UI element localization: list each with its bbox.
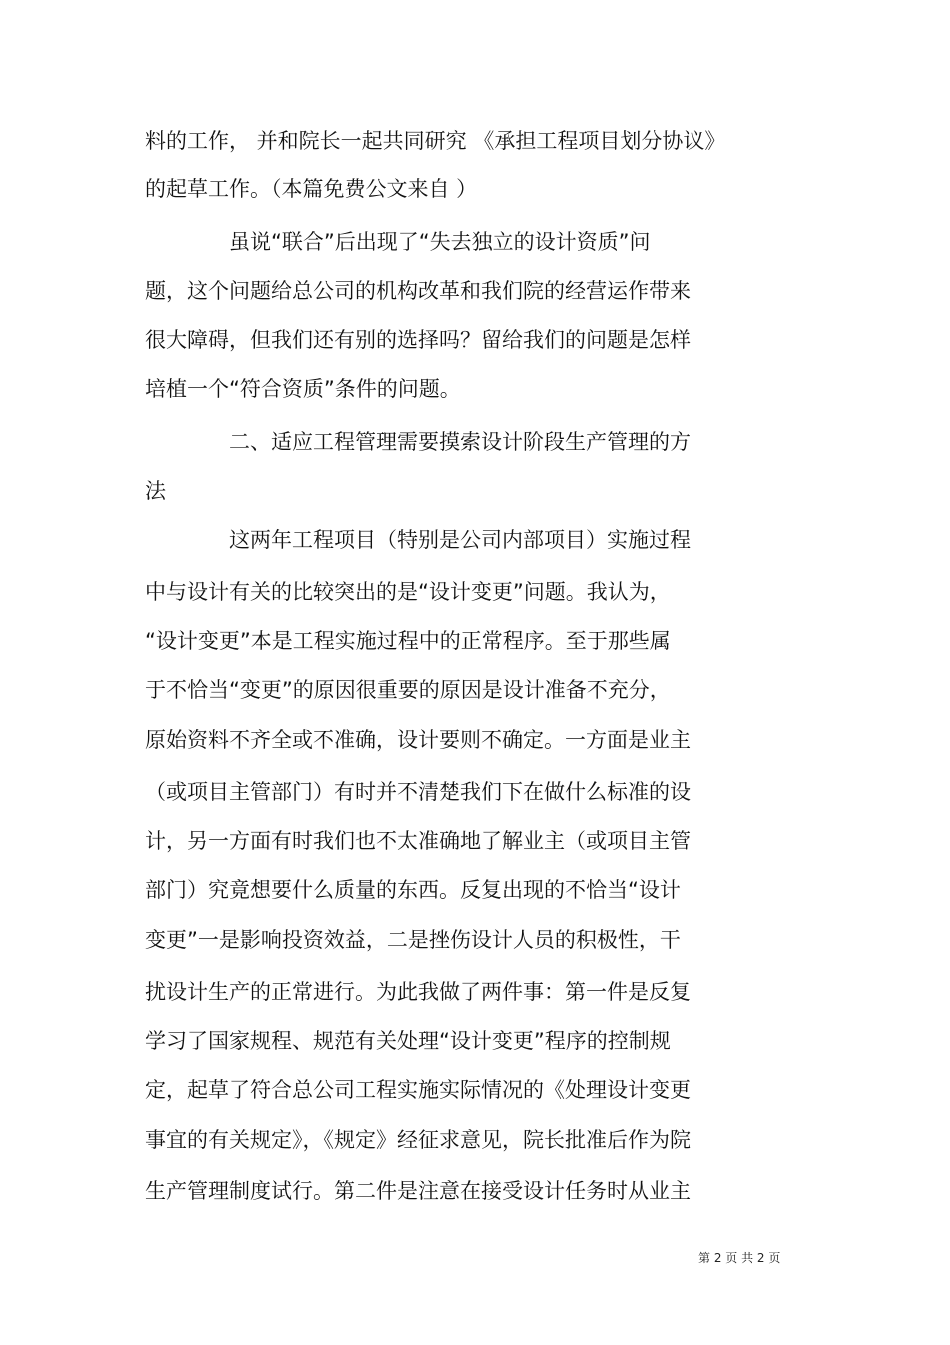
text-line: 变更”一是影响投资效益，二是挫伤设计人员的积极性，干 bbox=[145, 928, 681, 952]
text-line: “设计变更”本是工程实施过程中的正常程序。至于那些属 bbox=[145, 629, 671, 653]
text-line: 很大障碍，但我们还有别的选择吗？留给我们的问题是怎样 bbox=[145, 328, 691, 352]
text-line: （或项目主管部门）有时并不清楚我们下在做什么标准的设 bbox=[145, 780, 691, 804]
text-line: 部门）究竟想要什么质量的东西。反复出现的不恰当“设计 bbox=[145, 878, 681, 902]
text-line: 定，起草了符合总公司工程实施实际情况的《处理设计变更 bbox=[145, 1078, 691, 1102]
text-line: 的起草工作。（本篇免费公文来自 ） bbox=[145, 177, 478, 201]
text-line: 虽说“联合”后出现了“失去独立的设计资质”问 bbox=[145, 230, 651, 254]
text-line: 事宜的有关规定》，《规定》经征求意见，院长批准后作为院 bbox=[145, 1128, 691, 1152]
text-line: 这两年工程项目（特别是公司内部项目）实施过程 bbox=[145, 528, 691, 552]
text-line: 学习了国家规程、规范有关处理“设计变更”程序的控制规 bbox=[145, 1029, 671, 1053]
text-line: 题，这个问题给总公司的机构改革和我们院的经营运作带来 bbox=[145, 279, 691, 303]
text-line: 生产管理制度试行。第二件是注意在接受设计任务时从业主 bbox=[145, 1179, 691, 1203]
text-line: 计，另一方面有时我们也不太准确地了解业主（或项目主管 bbox=[145, 829, 691, 853]
text-line: 中与设计有关的比较突出的是“设计变更”问题。我认为， bbox=[145, 580, 671, 604]
text-line: 于不恰当“变更”的原因很重要的原因是设计准备不充分， bbox=[145, 678, 671, 702]
text-line: 法 bbox=[145, 479, 166, 503]
text-line: 培植一个“符合资质”条件的问题。 bbox=[145, 377, 461, 401]
text-line: 扰设计生产的正常进行。为此我做了两件事：第一件是反复 bbox=[145, 980, 691, 1004]
text-line: 二、适应工程管理需要摸索设计阶段生产管理的方 bbox=[145, 430, 691, 454]
page-footer: 第 2 页 共 2 页 bbox=[698, 1251, 781, 1265]
text-line: 料的工作， 并和院长一起共同研究 《承担工程项目划分协议》 bbox=[145, 129, 726, 153]
text-line: 原始资料不齐全或不准确，设计要则不确定。一方面是业主 bbox=[145, 728, 691, 752]
